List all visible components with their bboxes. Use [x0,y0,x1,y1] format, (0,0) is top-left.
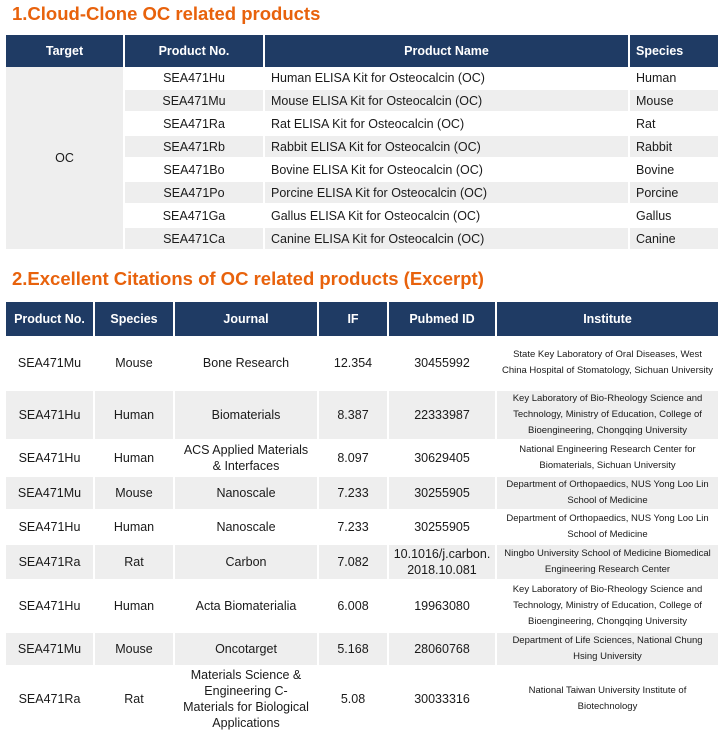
product-no-cell: SEA471Mu [6,476,94,510]
col-header-journal: Journal [174,302,318,336]
institute-cell: National Taiwan University Institute of Biotechnology [496,666,718,732]
table-row [6,476,718,510]
product-no-cell: SEA471Ca [124,227,264,250]
species-cell: Rat [629,112,718,135]
product-name-cell: Human ELISA Kit for Osteocalcin (OC) [264,67,629,89]
institute-cell: National Engineering Research Center for Biomaterials, Sichuan University [496,440,718,476]
product-no-cell: SEA471Po [124,181,264,204]
institute-cell: Key Laboratory of Bio-Rheology Science and Technology, Ministry of Education, College of Bioengineering, Chongqing University [496,390,718,440]
product-no-cell: SEA471Hu [6,390,94,440]
col-header-target: Target [6,35,124,67]
species-cell: Porcine [629,181,718,204]
product-no-cell: SEA471Mu [6,336,94,390]
journal-cell: Biomaterials [174,390,318,440]
target-cell: OC [6,67,124,250]
col-header-product-no: Product No. [124,35,264,67]
species-cell: Gallus [629,204,718,227]
table-row [6,544,718,580]
col-header-pubmed-id: Pubmed ID [388,302,496,336]
if-cell: 5.168 [318,632,388,666]
products-table [6,35,718,251]
product-no-cell: SEA471Hu [6,440,94,476]
col-header-species: Species [629,35,718,67]
journal-cell: ACS Applied Materials & Interfaces [174,440,318,476]
table-row [6,632,718,666]
institute-cell: Department of Life Sciences, National Chung Hsing University [496,632,718,666]
product-name-cell: Rat ELISA Kit for Osteocalcin (OC) [264,112,629,135]
col-header-product-no: Product No. [6,302,94,336]
pubmed-cell: 30455992 [388,336,496,390]
product-name-cell: Canine ELISA Kit for Osteocalcin (OC) [264,227,629,250]
journal-cell: Acta Biomaterialia [174,580,318,632]
product-no-cell: SEA471Ra [6,666,94,732]
table-row [6,440,718,476]
section1-title: 1.Cloud-Clone OC related products [12,3,321,24]
col-header-institute: Institute [496,302,718,336]
if-cell: 7.233 [318,510,388,544]
product-no-cell: SEA471Hu [6,580,94,632]
species-cell: Human [94,580,174,632]
table-row [6,580,718,632]
product-name-cell: Gallus ELISA Kit for Osteocalcin (OC) [264,204,629,227]
species-cell: Human [94,440,174,476]
table-row [6,666,718,732]
pubmed-cell: 22333987 [388,390,496,440]
pubmed-cell: 28060768 [388,632,496,666]
species-cell: Mouse [94,336,174,390]
species-cell: Human [94,510,174,544]
product-no-cell: SEA471Ra [6,544,94,580]
species-cell: Canine [629,227,718,250]
species-cell: Human [94,390,174,440]
species-cell: Mouse [94,476,174,510]
if-cell: 6.008 [318,580,388,632]
institute-cell: Department of Orthopaedics, NUS Yong Loo Lin School of Medicine [496,510,718,544]
species-cell: Bovine [629,158,718,181]
product-no-cell: SEA471Hu [6,510,94,544]
pubmed-cell: 30033316 [388,666,496,732]
species-cell: Rat [94,666,174,732]
pubmed-cell: 30255905 [388,476,496,510]
if-cell: 7.082 [318,544,388,580]
product-no-cell: SEA471Ra [124,112,264,135]
pubmed-cell: 19963080 [388,580,496,632]
species-cell: Rabbit [629,135,718,158]
institute-cell: Key Laboratory of Bio-Rheology Science and Technology, Ministry of Education, College of Bioengineering, Chongqing University [496,580,718,632]
species-cell: Human [629,67,718,89]
citations-header-row [6,302,718,336]
table-row [6,67,718,89]
pubmed-cell: 30629405 [388,440,496,476]
col-header-if: IF [318,302,388,336]
product-name-cell: Rabbit ELISA Kit for Osteocalcin (OC) [264,135,629,158]
product-no-cell: SEA471Bo [124,158,264,181]
institute-cell: State Key Laboratory of Oral Diseases, West China Hospital of Stomatology, Sichuan University [496,336,718,390]
product-no-cell: SEA471Hu [124,67,264,89]
if-cell: 5.08 [318,666,388,732]
product-no-cell: SEA471Mu [124,89,264,112]
product-name-cell: Mouse ELISA Kit for Osteocalcin (OC) [264,89,629,112]
product-no-cell: SEA471Mu [6,632,94,666]
col-header-product-name: Product Name [264,35,629,67]
institute-cell: Department of Orthopaedics, NUS Yong Loo Lin School of Medicine [496,476,718,510]
product-no-cell: SEA471Rb [124,135,264,158]
institute-cell: Ningbo University School of Medicine Biomedical Engineering Research Center [496,544,718,580]
if-cell: 8.097 [318,440,388,476]
journal-cell: Carbon [174,544,318,580]
journal-cell: Bone Research [174,336,318,390]
col-header-species: Species [94,302,174,336]
product-name-cell: Bovine ELISA Kit for Osteocalcin (OC) [264,158,629,181]
if-cell: 8.387 [318,390,388,440]
journal-cell: Nanoscale [174,510,318,544]
if-cell: 7.233 [318,476,388,510]
species-cell: Mouse [94,632,174,666]
pubmed-cell: 10.1016/j.carbon.2018.10.081 [388,544,496,580]
species-cell: Mouse [629,89,718,112]
journal-cell: Materials Science & Engineering C-Materials for Biological Applications [174,666,318,732]
section2-title: 2.Excellent Citations of OC related products (Excerpt) [12,268,484,289]
journal-cell: Oncotarget [174,632,318,666]
product-name-cell: Porcine ELISA Kit for Osteocalcin (OC) [264,181,629,204]
species-cell: Rat [94,544,174,580]
citations-table [6,302,718,733]
pubmed-cell: 30255905 [388,510,496,544]
if-cell: 12.354 [318,336,388,390]
products-header-row [6,35,718,67]
journal-cell: Nanoscale [174,476,318,510]
table-row [6,510,718,544]
product-no-cell: SEA471Ga [124,204,264,227]
table-row [6,390,718,440]
table-row [6,336,718,390]
